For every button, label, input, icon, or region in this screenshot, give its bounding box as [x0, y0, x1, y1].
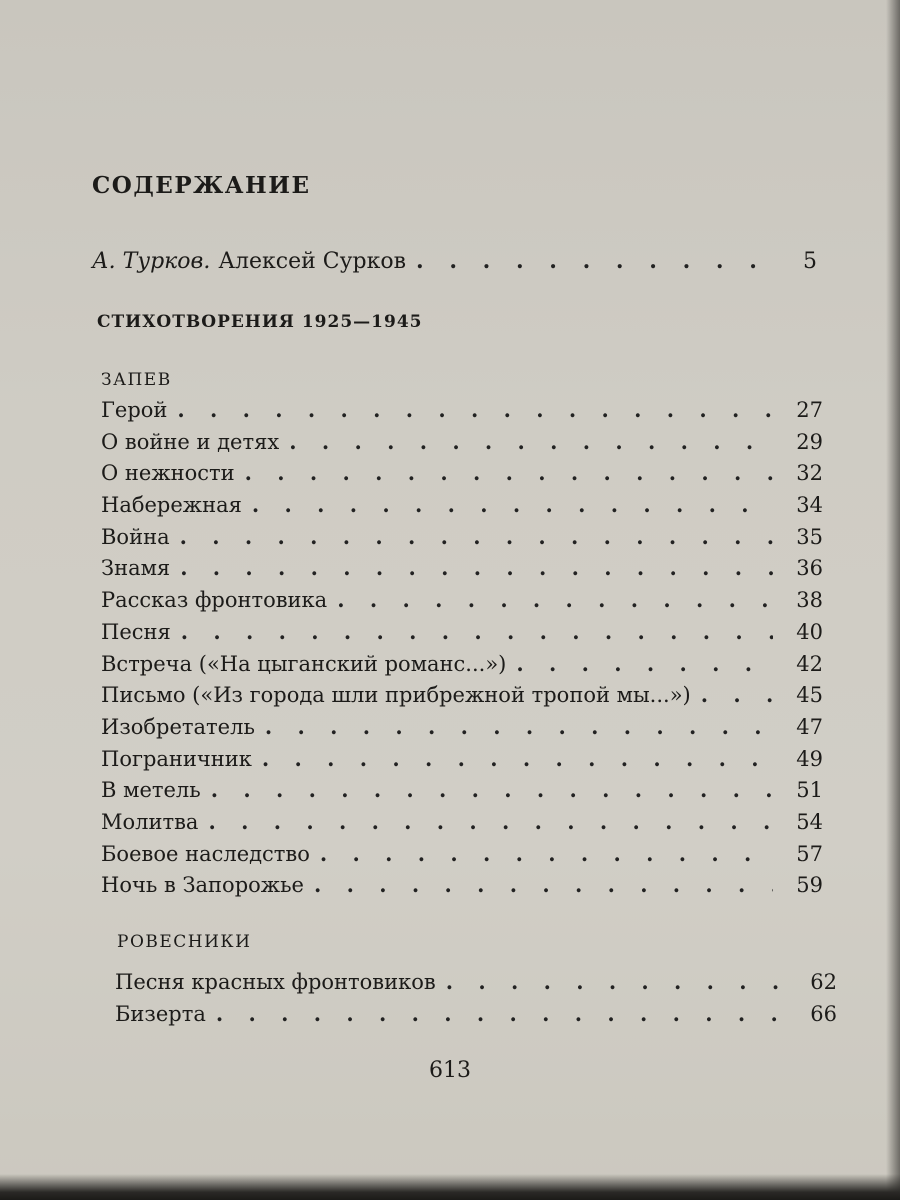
- page-number: 613: [429, 1058, 471, 1083]
- leader-dots: [265, 711, 773, 743]
- toc-entry-page-number: 36: [796, 556, 823, 581]
- preface-page-number: 5: [803, 249, 817, 274]
- leader-dots: [314, 869, 773, 901]
- preface-entry: [92, 248, 817, 274]
- toc-entry-title: Бизерта: [115, 1001, 206, 1026]
- toc-entry-page-number: 45: [796, 683, 823, 708]
- toc-entry-page-number: 59: [796, 873, 823, 898]
- toc-entry-page-number: 66: [810, 1001, 837, 1026]
- leader-dots: [446, 966, 787, 998]
- leader-dots: [252, 489, 773, 521]
- leader-dots: [211, 774, 773, 806]
- toc-entry: [101, 774, 823, 806]
- leader-dots: [516, 648, 773, 680]
- toc-entry-title: Ночь в Запорожье: [101, 873, 304, 898]
- toc-entry-page-number: 47: [796, 714, 823, 739]
- toc-entry: [101, 584, 823, 616]
- toc-entry: [115, 966, 837, 998]
- leader-dots: [181, 616, 773, 648]
- toc-entry-page-number: 42: [796, 651, 823, 676]
- toc-entry-page-number: 40: [796, 619, 823, 644]
- toc-entry-title: Встреча («На цыганский романс...»): [101, 651, 507, 676]
- toc-entry-title: Герой: [101, 398, 168, 422]
- toc-entry: [101, 711, 823, 743]
- toc-entry-page-number: 29: [796, 429, 823, 454]
- leader-dots: [416, 248, 767, 274]
- toc-entry-page-number: 54: [796, 809, 823, 834]
- toc-entry: [101, 426, 823, 458]
- part-title-zapev: ЗАПЕВ: [101, 370, 172, 390]
- toc-entry: [101, 679, 823, 711]
- toc-entry-page-number: 27: [796, 398, 823, 422]
- toc-entry: [101, 806, 823, 838]
- toc-entry: [101, 648, 823, 680]
- contents-heading: СОДЕРЖАНИЕ: [92, 172, 311, 199]
- leader-dots: [320, 838, 773, 870]
- preface-author: А. Турков.: [92, 249, 211, 274]
- page-edge-shadow: [886, 0, 900, 1200]
- toc-entry-title: Изобретатель: [101, 714, 255, 739]
- preface-title: Алексей Сурков: [218, 249, 407, 274]
- toc-entry-title: Война: [101, 524, 170, 549]
- toc-entry-page-number: 57: [796, 841, 823, 866]
- toc-entry-title: Знамя: [101, 556, 171, 581]
- leader-dots: [289, 426, 773, 458]
- toc-entry: [101, 552, 823, 584]
- leader-dots: [262, 743, 773, 775]
- toc-entry: [101, 457, 823, 489]
- toc-entry-title: Песня: [101, 619, 171, 644]
- toc-entry-page-number: 49: [796, 746, 823, 771]
- leader-dots: [216, 998, 787, 1030]
- toc-entry-page-number: 51: [796, 778, 823, 803]
- leader-dots: [245, 457, 773, 489]
- toc-entry: [101, 521, 823, 553]
- toc-entry-page-number: 34: [796, 493, 823, 518]
- toc-entry-page-number: 32: [796, 461, 823, 486]
- toc-list-zapev: [101, 394, 823, 901]
- toc-entry-title: Песня красных фронтовиков: [115, 970, 436, 994]
- toc-entry-title: О нежности: [101, 461, 235, 486]
- page-bottom-shadow: [0, 1174, 900, 1200]
- leader-dots: [337, 584, 773, 616]
- toc-entry-page-number: 35: [796, 524, 823, 549]
- toc-entry-title: Боевое наследство: [101, 841, 310, 866]
- leader-dots: [180, 521, 773, 553]
- toc-entry: [101, 743, 823, 775]
- toc-entry-page-number: 62: [810, 970, 837, 994]
- toc-entry-title: В метель: [101, 778, 201, 803]
- toc-entry-page-number: 38: [796, 588, 823, 613]
- toc-entry-title: Набережная: [101, 493, 242, 518]
- toc-entry: [101, 394, 823, 426]
- toc-entry: [101, 489, 823, 521]
- toc-entry-title: Письмо («Из города шли прибрежной тропой мы...»): [101, 683, 691, 708]
- toc-entry: [115, 998, 837, 1030]
- leader-dots: [180, 552, 773, 584]
- leader-dots: [177, 394, 773, 426]
- part-title-rovesniki: РОВЕСНИКИ: [117, 932, 252, 952]
- leader-dots: [208, 806, 773, 838]
- toc-entry-title: Молитва: [101, 809, 199, 834]
- leader-dots: [701, 679, 773, 711]
- toc-entry: [101, 869, 823, 901]
- toc-entry-title: Пограничник: [101, 746, 252, 771]
- toc-entry-title: О войне и детях: [101, 429, 280, 454]
- toc-entry: [101, 838, 823, 870]
- toc-entry-title: Рассказ фронтовика: [101, 588, 328, 613]
- toc-list-rovesniki: [115, 966, 837, 1029]
- section-title: СТИХОТВОРЕНИЯ 1925—1945: [97, 312, 423, 332]
- toc-entry: [101, 616, 823, 648]
